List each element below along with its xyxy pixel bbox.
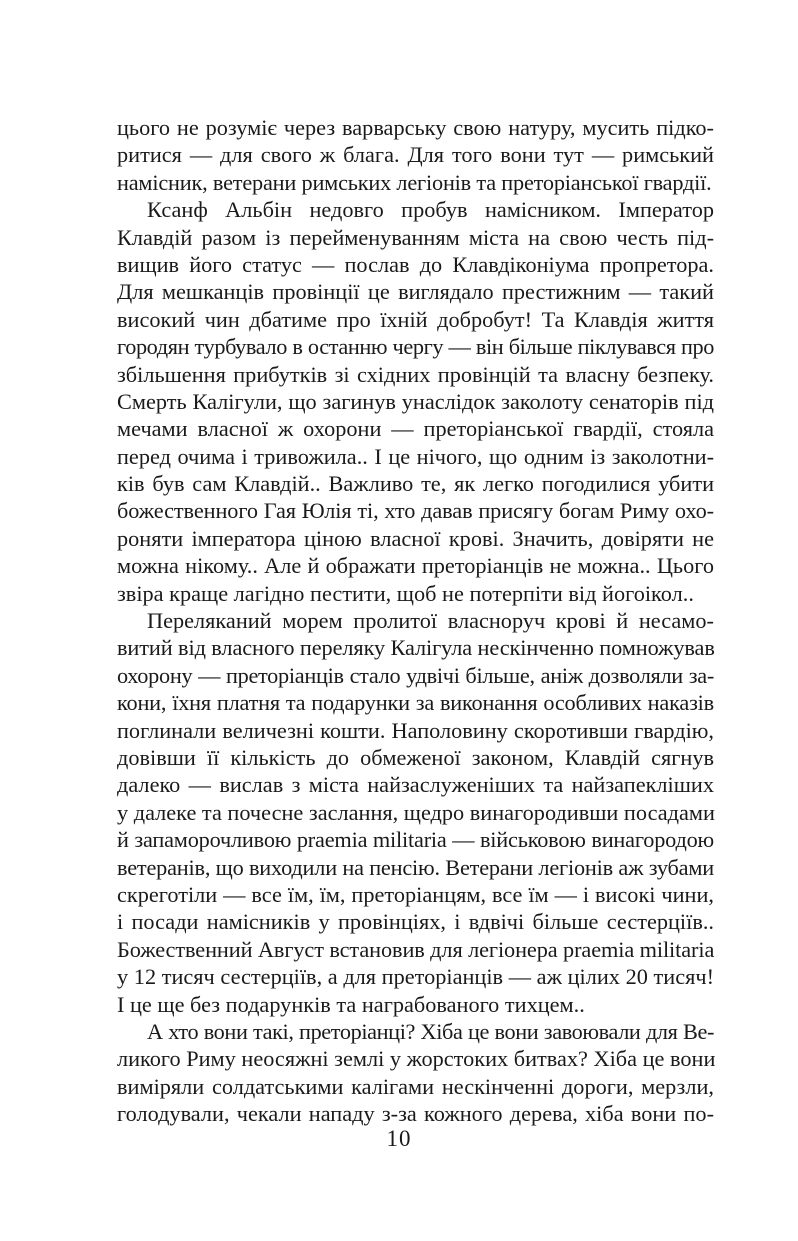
text-line: І це ще без подарунків та награбованого тихцем.. (117, 991, 585, 1017)
text-line: цього не розуміє через варварську свою натуру, мусить підко- (117, 115, 714, 140)
text-line: городян турбувало в останню чергу — він більше піклувався про (117, 334, 714, 360)
text-line: можна нікому.. Але й ображати преторіанців не можна.. Цього (117, 553, 714, 579)
text-line: скреготіли — все їм, їм, преторіанцям, все їм — і високі чини, (117, 881, 714, 907)
paragraph (117, 114, 714, 196)
text-line: у 12 тисяч сестерціїв, а для преторіанців — аж цілих 20 тисяч! (117, 964, 714, 990)
text-line: вищив його статус — послав до Клавдіконіума пропретора. (117, 251, 714, 277)
text-line: А хто вони такі, преторіанці? Хіба це вони завоювали для Ве- (147, 1018, 714, 1044)
text-line: ритися — для свого ж блага. Для того вони тут — римський (117, 142, 714, 168)
text-line: далеко — вислав з міста найзаслуженіших та найзапекліших (117, 772, 714, 798)
paragraph (117, 607, 714, 1018)
text-line: Божественний Август встановив для легіонера praemia militaria (117, 936, 715, 962)
text-line: витий від власного переляку Калігула нескінченно помножував (117, 635, 715, 661)
text-line: перед очима і тривожила.. І це нічого, що одним із заколотни- (117, 443, 714, 469)
page-number: 10 (386, 1126, 412, 1151)
paragraph (117, 196, 714, 607)
book-page-text (117, 114, 714, 1127)
text-line: Клавдій разом із перейменуванням міста на свою честь під- (117, 224, 714, 250)
text-line: ликого Риму неосяжні землі у жорстоких битвах? Хіба це вони (117, 1046, 716, 1072)
text-line: ветеранів, що виходили на пенсію. Ветерани легіонів аж зубами (117, 854, 714, 880)
text-line: Для мешканців провінції це виглядало престижним — такий (117, 279, 714, 305)
text-line: ків був сам Клавдій.. Важливо те, як легко погодилися убити (117, 471, 714, 497)
text-line: Ксанф Альбін недовго пробув намісником. Імператор (147, 197, 714, 223)
text-line: звіра краще лагідно пестити, щоб не потерпіти від йогоікол.. (117, 580, 694, 606)
text-line: і посади намісників у провінціях, і вдвічі більше сестерціїв.. (117, 909, 714, 935)
text-line: довівши її кількість до обмеженої законом, Клавдій сягнув (117, 744, 714, 770)
text-line: намісник, ветерани римських легіонів та преторіанської гвардії. (117, 169, 712, 195)
text-line: високий чин дбатиме про їхній добробут! Та Клавдія життя (117, 306, 714, 332)
text-line: мечами власної ж охорони — преторіанської гвардії, стояла (117, 416, 714, 442)
text-line: Смерть Калігули, що загинув унаслідок заколоту сенаторів під (117, 388, 714, 414)
text-line: голодували, чекали нападу з-за кожного дерева, хіба вони по- (117, 1101, 714, 1127)
text-line: кони, їхня платня та подарунки за виконання особливих наказів (117, 690, 714, 716)
text-line: виміряли солдатськими калігами нескінченні дороги, мерзли, (117, 1073, 714, 1099)
text-line: роняти імператора ціною власної крові. Значить, довіряти не (117, 525, 714, 551)
text-line: й запаморочливою praemia militaria — військовою винагородою (117, 827, 714, 853)
text-line: поглинали величезні кошти. Наполовину скоротивши гвардію, (117, 717, 714, 743)
text-line: божественного Гая Юлія ті, хто давав присягу богам Риму охо- (117, 498, 714, 524)
text-line: охорону — преторіанців стало удвічі більше, аніж дозволяли за- (117, 662, 714, 688)
text-line: Переляканий морем пролитої власноруч крові й несамо- (147, 608, 714, 634)
paragraph (117, 1018, 714, 1128)
text-line: збільшення прибутків зі східних провінцій та власну безпеку. (117, 361, 714, 387)
text-line: у далеке та почесне заслання, щедро винагородивши посадами (117, 799, 715, 825)
